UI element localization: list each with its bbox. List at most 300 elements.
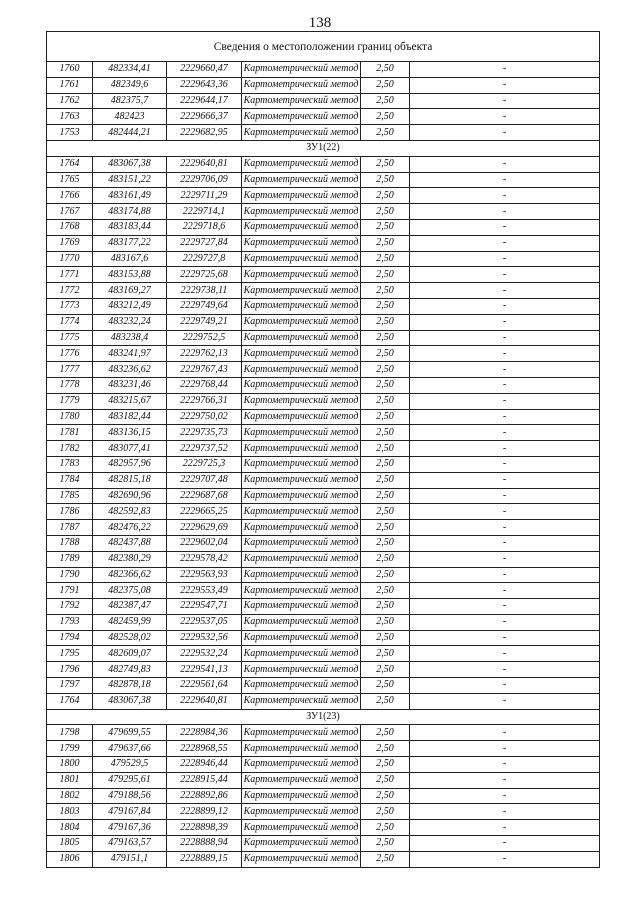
description: - <box>410 298 600 314</box>
x-coordinate: 483241,97 <box>93 346 167 362</box>
method: Картометрический метод <box>242 125 361 141</box>
method: Картометрический метод <box>242 630 361 646</box>
y-coordinate: 2229725,3 <box>167 456 242 472</box>
section-label: ЗУ1(22) <box>47 140 600 156</box>
description: - <box>410 314 600 330</box>
x-coordinate: 482609,07 <box>93 646 167 662</box>
description: - <box>410 204 600 220</box>
table-row <box>47 535 600 551</box>
description: - <box>410 330 600 346</box>
y-coordinate: 2229738,11 <box>167 283 242 299</box>
method: Картометрический метод <box>242 678 361 694</box>
y-coordinate: 2229532,24 <box>167 646 242 662</box>
point-number: 1806 <box>47 851 93 867</box>
x-coordinate: 479188,56 <box>93 788 167 804</box>
table-row <box>47 441 600 457</box>
accuracy: 2,50 <box>361 741 410 757</box>
accuracy: 2,50 <box>361 204 410 220</box>
table-row <box>47 851 600 867</box>
method: Картометрический метод <box>242 725 361 741</box>
accuracy: 2,50 <box>361 851 410 867</box>
table-row <box>47 599 600 615</box>
method: Картометрический метод <box>242 409 361 425</box>
accuracy: 2,50 <box>361 188 410 204</box>
method: Картометрический метод <box>242 219 361 235</box>
point-number: 1792 <box>47 599 93 615</box>
accuracy: 2,50 <box>361 583 410 599</box>
accuracy: 2,50 <box>361 125 410 141</box>
description: - <box>410 804 600 820</box>
accuracy: 2,50 <box>361 314 410 330</box>
point-number: 1760 <box>47 62 93 78</box>
method: Картометрический метод <box>242 820 361 836</box>
point-number: 1803 <box>47 804 93 820</box>
description: - <box>410 520 600 536</box>
method: Картометрический метод <box>242 393 361 409</box>
method: Картометрический метод <box>242 156 361 172</box>
x-coordinate: 483183,44 <box>93 219 167 235</box>
y-coordinate: 2229537,05 <box>167 614 242 630</box>
description: - <box>410 472 600 488</box>
y-coordinate: 2229762,13 <box>167 346 242 362</box>
y-coordinate: 2229727,8 <box>167 251 242 267</box>
section-header-row <box>47 709 600 725</box>
description: - <box>410 109 600 125</box>
description: - <box>410 425 600 441</box>
x-coordinate: 483161,49 <box>93 188 167 204</box>
accuracy: 2,50 <box>361 599 410 615</box>
point-number: 1796 <box>47 662 93 678</box>
x-coordinate: 482815,18 <box>93 472 167 488</box>
point-number: 1782 <box>47 441 93 457</box>
y-coordinate: 2229768,44 <box>167 377 242 393</box>
table-row <box>47 583 600 599</box>
x-coordinate: 483212,49 <box>93 298 167 314</box>
table-row <box>47 804 600 820</box>
x-coordinate: 483236,62 <box>93 362 167 378</box>
x-coordinate: 483151,22 <box>93 172 167 188</box>
method: Картометрический метод <box>242 614 361 630</box>
description: - <box>410 62 600 78</box>
description: - <box>410 93 600 109</box>
accuracy: 2,50 <box>361 298 410 314</box>
accuracy: 2,50 <box>361 409 410 425</box>
table-row <box>47 93 600 109</box>
x-coordinate: 483169,27 <box>93 283 167 299</box>
y-coordinate: 2229553,49 <box>167 583 242 599</box>
table-row <box>47 362 600 378</box>
description: - <box>410 456 600 472</box>
table-row <box>47 741 600 757</box>
description: - <box>410 693 600 709</box>
y-coordinate: 2228915,44 <box>167 772 242 788</box>
method: Картометрический метод <box>242 551 361 567</box>
y-coordinate: 2228968,55 <box>167 741 242 757</box>
method: Картометрический метод <box>242 204 361 220</box>
point-number: 1763 <box>47 109 93 125</box>
accuracy: 2,50 <box>361 77 410 93</box>
x-coordinate: 483182,44 <box>93 409 167 425</box>
point-number: 1766 <box>47 188 93 204</box>
accuracy: 2,50 <box>361 472 410 488</box>
description: - <box>410 362 600 378</box>
description: - <box>410 646 600 662</box>
accuracy: 2,50 <box>361 267 410 283</box>
table-row <box>47 725 600 741</box>
x-coordinate: 482375,7 <box>93 93 167 109</box>
y-coordinate: 2229561,64 <box>167 678 242 694</box>
y-coordinate: 2229640,81 <box>167 156 242 172</box>
point-number: 1770 <box>47 251 93 267</box>
table-row <box>47 62 600 78</box>
description: - <box>410 172 600 188</box>
x-coordinate: 482444,21 <box>93 125 167 141</box>
y-coordinate: 2229563,93 <box>167 567 242 583</box>
description: - <box>410 662 600 678</box>
table-row <box>47 314 600 330</box>
accuracy: 2,50 <box>361 646 410 662</box>
point-number: 1778 <box>47 377 93 393</box>
description: - <box>410 235 600 251</box>
method: Картометрический метод <box>242 172 361 188</box>
description: - <box>410 488 600 504</box>
method: Картометрический метод <box>242 346 361 362</box>
method: Картометрический метод <box>242 188 361 204</box>
x-coordinate: 482387,47 <box>93 599 167 615</box>
accuracy: 2,50 <box>361 109 410 125</box>
point-number: 1789 <box>47 551 93 567</box>
method: Картометрический метод <box>242 377 361 393</box>
x-coordinate: 482366,62 <box>93 567 167 583</box>
description: - <box>410 267 600 283</box>
y-coordinate: 2229644,17 <box>167 93 242 109</box>
table-row <box>47 251 600 267</box>
table-row <box>47 267 600 283</box>
description: - <box>410 393 600 409</box>
description: - <box>410 535 600 551</box>
method: Картометрический метод <box>242 851 361 867</box>
description: - <box>410 836 600 852</box>
point-number: 1799 <box>47 741 93 757</box>
y-coordinate: 2228888,94 <box>167 836 242 852</box>
point-number: 1783 <box>47 456 93 472</box>
x-coordinate: 482437,88 <box>93 535 167 551</box>
x-coordinate: 479163,57 <box>93 836 167 852</box>
y-coordinate: 2229735,73 <box>167 425 242 441</box>
method: Картометрический метод <box>242 109 361 125</box>
method: Картометрический метод <box>242 441 361 457</box>
description: - <box>410 614 600 630</box>
y-coordinate: 2229706,09 <box>167 172 242 188</box>
x-coordinate: 483077,41 <box>93 441 167 457</box>
table-row <box>47 788 600 804</box>
y-coordinate: 2229541,13 <box>167 662 242 678</box>
point-number: 1773 <box>47 298 93 314</box>
point-number: 1768 <box>47 219 93 235</box>
description: - <box>410 788 600 804</box>
accuracy: 2,50 <box>361 441 410 457</box>
point-number: 1805 <box>47 836 93 852</box>
description: - <box>410 820 600 836</box>
table-row <box>47 409 600 425</box>
table-row <box>47 125 600 141</box>
accuracy: 2,50 <box>361 788 410 804</box>
accuracy: 2,50 <box>361 504 410 520</box>
table-row <box>47 330 600 346</box>
x-coordinate: 479295,61 <box>93 772 167 788</box>
accuracy: 2,50 <box>361 283 410 299</box>
point-number: 1764 <box>47 693 93 709</box>
method: Картометрический метод <box>242 267 361 283</box>
method: Картометрический метод <box>242 362 361 378</box>
description: - <box>410 409 600 425</box>
y-coordinate: 2229578,42 <box>167 551 242 567</box>
method: Картометрический метод <box>242 314 361 330</box>
y-coordinate: 2229687,68 <box>167 488 242 504</box>
point-number: 1800 <box>47 757 93 773</box>
table-row <box>47 283 600 299</box>
table-row <box>47 678 600 694</box>
description: - <box>410 346 600 362</box>
description: - <box>410 567 600 583</box>
description: - <box>410 441 600 457</box>
description: - <box>410 599 600 615</box>
table-row <box>47 109 600 125</box>
section-label: ЗУ1(23) <box>47 709 600 725</box>
point-number: 1779 <box>47 393 93 409</box>
point-number: 1793 <box>47 614 93 630</box>
table-row <box>47 693 600 709</box>
point-number: 1802 <box>47 788 93 804</box>
table-row <box>47 646 600 662</box>
point-number: 1790 <box>47 567 93 583</box>
description: - <box>410 156 600 172</box>
table-row <box>47 472 600 488</box>
x-coordinate: 482957,96 <box>93 456 167 472</box>
method: Картометрический метод <box>242 93 361 109</box>
point-number: 1776 <box>47 346 93 362</box>
description: - <box>410 251 600 267</box>
y-coordinate: 2229707,48 <box>167 472 242 488</box>
y-coordinate: 2229750,02 <box>167 409 242 425</box>
accuracy: 2,50 <box>361 93 410 109</box>
point-number: 1753 <box>47 125 93 141</box>
point-number: 1765 <box>47 172 93 188</box>
description: - <box>410 725 600 741</box>
description: - <box>410 125 600 141</box>
method: Картометрический метод <box>242 599 361 615</box>
x-coordinate: 482459,99 <box>93 614 167 630</box>
x-coordinate: 483167,6 <box>93 251 167 267</box>
accuracy: 2,50 <box>361 346 410 362</box>
point-number: 1767 <box>47 204 93 220</box>
section-header-row <box>47 140 600 156</box>
y-coordinate: 2228898,39 <box>167 820 242 836</box>
x-coordinate: 479637,66 <box>93 741 167 757</box>
accuracy: 2,50 <box>361 235 410 251</box>
description: - <box>410 757 600 773</box>
x-coordinate: 479529,5 <box>93 757 167 773</box>
point-number: 1775 <box>47 330 93 346</box>
method: Картометрический метод <box>242 298 361 314</box>
x-coordinate: 482380,29 <box>93 551 167 567</box>
table-row <box>47 346 600 362</box>
description: - <box>410 583 600 599</box>
point-number: 1804 <box>47 820 93 836</box>
y-coordinate: 2229640,81 <box>167 693 242 709</box>
y-coordinate: 2229718,6 <box>167 219 242 235</box>
accuracy: 2,50 <box>361 520 410 536</box>
table-row <box>47 188 600 204</box>
method: Картометрический метод <box>242 251 361 267</box>
y-coordinate: 2229643,36 <box>167 77 242 93</box>
y-coordinate: 2228889,15 <box>167 851 242 867</box>
table-row <box>47 235 600 251</box>
method: Картометрический метод <box>242 488 361 504</box>
y-coordinate: 2228984,36 <box>167 725 242 741</box>
y-coordinate: 2229714,1 <box>167 204 242 220</box>
description: - <box>410 630 600 646</box>
y-coordinate: 2229766,31 <box>167 393 242 409</box>
accuracy: 2,50 <box>361 172 410 188</box>
table-row <box>47 836 600 852</box>
y-coordinate: 2229665,25 <box>167 504 242 520</box>
method: Картометрический метод <box>242 741 361 757</box>
x-coordinate: 482528,02 <box>93 630 167 646</box>
y-coordinate: 2229737,52 <box>167 441 242 457</box>
page-number: 138 <box>308 15 332 31</box>
x-coordinate: 483067,38 <box>93 693 167 709</box>
table-row <box>47 567 600 583</box>
method: Картометрический метод <box>242 772 361 788</box>
point-number: 1769 <box>47 235 93 251</box>
accuracy: 2,50 <box>361 630 410 646</box>
x-coordinate: 482592,83 <box>93 504 167 520</box>
table-row <box>47 520 600 536</box>
table-row <box>47 298 600 314</box>
point-number: 1777 <box>47 362 93 378</box>
point-number: 1794 <box>47 630 93 646</box>
x-coordinate: 479151,1 <box>93 851 167 867</box>
table-title: Сведения о местоположении границ объекта <box>47 32 600 62</box>
table-row <box>47 77 600 93</box>
method: Картометрический метод <box>242 836 361 852</box>
method: Картометрический метод <box>242 757 361 773</box>
point-number: 1761 <box>47 77 93 93</box>
point-number: 1772 <box>47 283 93 299</box>
table-row <box>47 757 600 773</box>
description: - <box>410 77 600 93</box>
accuracy: 2,50 <box>361 393 410 409</box>
point-number: 1788 <box>47 535 93 551</box>
description: - <box>410 219 600 235</box>
y-coordinate: 2229547,71 <box>167 599 242 615</box>
accuracy: 2,50 <box>361 551 410 567</box>
accuracy: 2,50 <box>361 567 410 583</box>
x-coordinate: 482476,22 <box>93 520 167 536</box>
accuracy: 2,50 <box>361 251 410 267</box>
point-number: 1764 <box>47 156 93 172</box>
method: Картометрический метод <box>242 804 361 820</box>
table-row <box>47 551 600 567</box>
method: Картометрический метод <box>242 535 361 551</box>
y-coordinate: 2229629,69 <box>167 520 242 536</box>
x-coordinate: 482690,96 <box>93 488 167 504</box>
method: Картометрический метод <box>242 62 361 78</box>
x-coordinate: 479699,55 <box>93 725 167 741</box>
x-coordinate: 483153,88 <box>93 267 167 283</box>
y-coordinate: 2228892,86 <box>167 788 242 804</box>
y-coordinate: 2229752,5 <box>167 330 242 346</box>
x-coordinate: 482878,18 <box>93 678 167 694</box>
table-row <box>47 172 600 188</box>
x-coordinate: 482349,6 <box>93 77 167 93</box>
table-row <box>47 219 600 235</box>
point-number: 1797 <box>47 678 93 694</box>
y-coordinate: 2229767,43 <box>167 362 242 378</box>
method: Картометрический метод <box>242 472 361 488</box>
method: Картометрический метод <box>242 662 361 678</box>
description: - <box>410 551 600 567</box>
x-coordinate: 483232,24 <box>93 314 167 330</box>
table-row <box>47 504 600 520</box>
table-row <box>47 772 600 788</box>
description: - <box>410 504 600 520</box>
table-row <box>47 456 600 472</box>
method: Картометрический метод <box>242 235 361 251</box>
method: Картометрический метод <box>242 425 361 441</box>
method: Картометрический метод <box>242 567 361 583</box>
description: - <box>410 678 600 694</box>
x-coordinate: 483238,4 <box>93 330 167 346</box>
x-coordinate: 483177,22 <box>93 235 167 251</box>
method: Картометрический метод <box>242 693 361 709</box>
table-row <box>47 630 600 646</box>
table-row <box>47 425 600 441</box>
accuracy: 2,50 <box>361 662 410 678</box>
description: - <box>410 188 600 204</box>
x-coordinate: 483215,67 <box>93 393 167 409</box>
accuracy: 2,50 <box>361 614 410 630</box>
accuracy: 2,50 <box>361 362 410 378</box>
x-coordinate: 482423 <box>93 109 167 125</box>
accuracy: 2,50 <box>361 820 410 836</box>
description: - <box>410 377 600 393</box>
method: Картометрический метод <box>242 646 361 662</box>
point-number: 1798 <box>47 725 93 741</box>
x-coordinate: 479167,84 <box>93 804 167 820</box>
x-coordinate: 483231,46 <box>93 377 167 393</box>
table-row <box>47 156 600 172</box>
x-coordinate: 483174,88 <box>93 204 167 220</box>
point-number: 1771 <box>47 267 93 283</box>
y-coordinate: 2229602,04 <box>167 535 242 551</box>
accuracy: 2,50 <box>361 456 410 472</box>
method: Картометрический метод <box>242 456 361 472</box>
accuracy: 2,50 <box>361 488 410 504</box>
y-coordinate: 2229749,64 <box>167 298 242 314</box>
x-coordinate: 479167,36 <box>93 820 167 836</box>
point-number: 1787 <box>47 520 93 536</box>
description: - <box>410 283 600 299</box>
table-row <box>47 204 600 220</box>
accuracy: 2,50 <box>361 772 410 788</box>
point-number: 1780 <box>47 409 93 425</box>
y-coordinate: 2229660,47 <box>167 62 242 78</box>
point-number: 1786 <box>47 504 93 520</box>
accuracy: 2,50 <box>361 377 410 393</box>
y-coordinate: 2229682,95 <box>167 125 242 141</box>
